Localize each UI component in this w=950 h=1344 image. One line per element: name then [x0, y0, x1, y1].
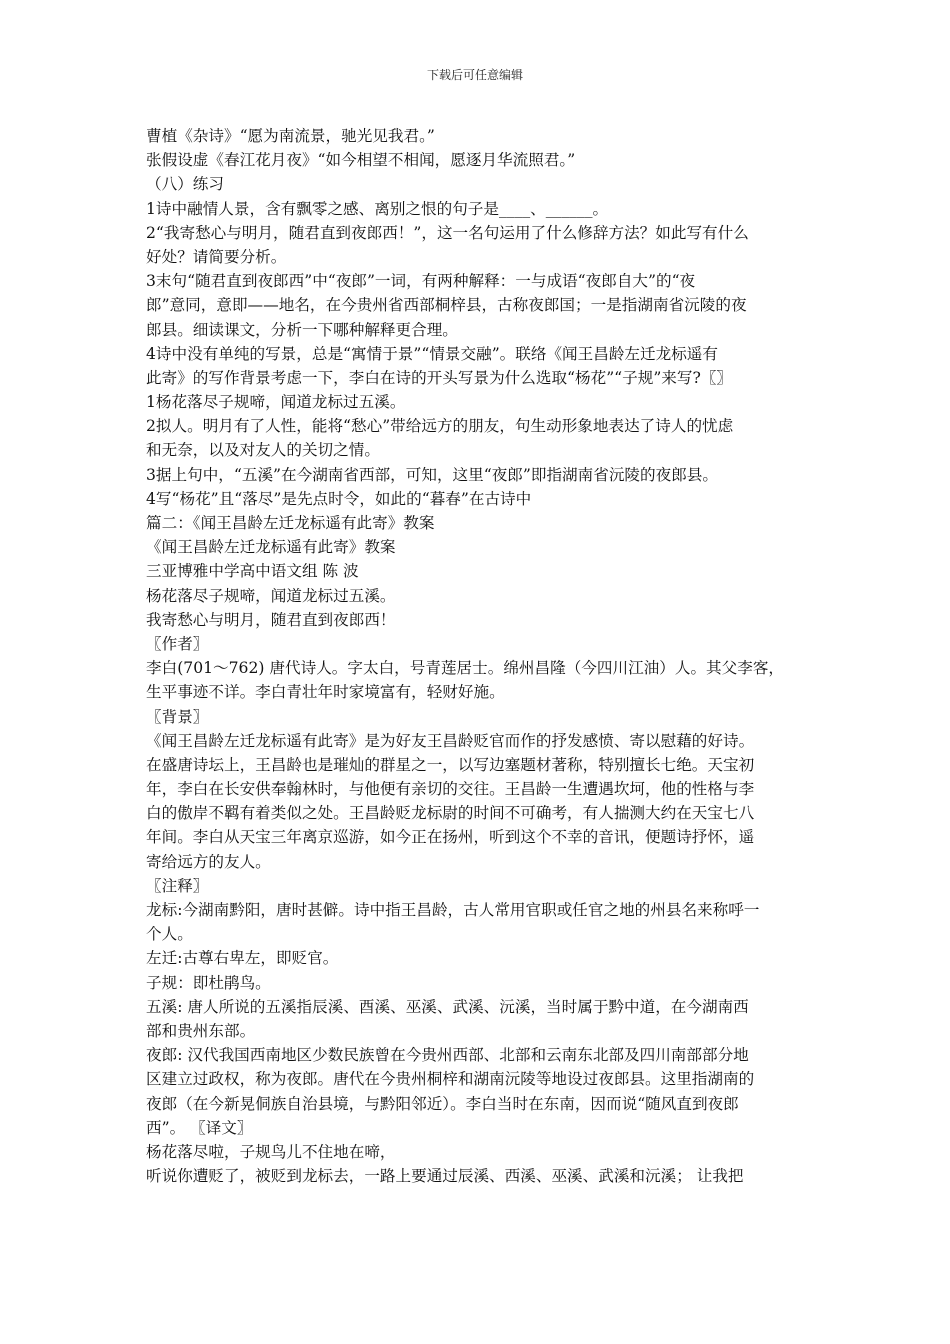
text-line: 3末句“随君直到夜郎西”中“夜郎”一词，有两种解释：一与成语“夜郎自大”的“夜: [146, 272, 696, 291]
text-line: 年间。李白从天宝三年离京巡游，如今正在扬州，听到这个不幸的音讯，便题诗抒怀，遥: [146, 828, 755, 847]
text-line: 〖作者〗: [146, 634, 209, 653]
text-line: 《闻王昌龄左迁龙标遥有此寄》教案: [146, 538, 396, 557]
text-line: 听说你遭贬了，被贬到龙标去，一路上要通过辰溪、西溪、巫溪、武溪和沅溪； 让我把: [146, 1167, 744, 1186]
text-line: 篇二：《闻王昌龄左迁龙标遥有此寄》教案: [146, 514, 435, 532]
page-header: 下载后可任意编辑: [426, 68, 523, 82]
text-line: 个人。: [146, 925, 193, 944]
text-line: 4写“杨花”且“落尽”是先点时令，如此的“暮春”在古诗中: [146, 489, 532, 508]
text-line: 子规：即杜鹃鸟。: [146, 973, 271, 992]
text-line: 1杨花落尽子规啼，闻道龙标过五溪。: [146, 393, 406, 412]
text-line: 寄给远方的友人。: [146, 852, 271, 871]
text-line: 2“我寄愁心与明月，随君直到夜郎西！”，这一名句运用了什么修辞方法？如此写有什么: [146, 223, 749, 242]
text-line: 夜郎（在今新晃侗族自治县境，与黔阳邻近）。李白当时在东南，因而说“随风直到夜郎: [146, 1094, 739, 1113]
text-line: 〖背景〗: [146, 707, 209, 726]
text-line: 区建立过政权，称为夜郎。唐代在今贵州桐梓和湖南沅陵等地设过夜郎县。这里指湖南的: [146, 1070, 755, 1089]
text-line: 杨花落尽啦，子规鸟儿不住地在啼，: [146, 1142, 396, 1161]
text-line: 白的傲岸不羁有着类似之处。王昌龄贬龙标尉的时间不可确考，有人揣测大约在天宝七八: [146, 804, 755, 823]
text-line: 生平事迹不详。李白青壮年时家境富有，轻财好施。: [146, 683, 505, 702]
text-line: 1诗中融情人景，含有飘零之感、离别之恨的句子是____、______。: [146, 199, 609, 218]
text-line: 左迁:古尊右卑左，即贬官。: [146, 949, 339, 968]
text-line: 好处？请简要分析。: [146, 247, 287, 266]
text-line: 此寄》的写作背景考虑一下，李白在诗的开头写景为什么选取“杨花”“子规”来写?〖〗: [146, 368, 733, 387]
text-line: 曹植《杂诗》“愿为南流景，驰光见我君。”: [146, 127, 435, 145]
text-line: 〖注释〗: [146, 876, 209, 895]
text-line: 龙标:今湖南黔阳，唐时甚僻。诗中指王昌龄，古人常用官职或任官之地的州县名来称呼一: [146, 901, 760, 919]
text-line: 西”。 〖译文〗: [146, 1118, 253, 1137]
text-line: 和无奈，以及对友人的关切之情。: [146, 441, 380, 460]
text-line: 郎”意同，意即——地名，在今贵州省西部桐梓县，古称夜郎国；一是指湖南省沅陵的夜: [146, 296, 747, 315]
text-line: 张假设虚《春江花月夜》“如今相望不相闻，愿逐月华流照君。”: [146, 151, 576, 170]
text-line: 郎县。细读课文，分析一下哪种解释更合理。: [146, 320, 458, 339]
text-line: 2拟人。明月有了人性，能将“愁心”带给远方的朋友，句生动形象地表达了诗人的忧虑: [146, 417, 734, 436]
document-body: [146, 124, 814, 1188]
text-line: 3据上句中，“五溪”在今湖南省西部，可知，这里“夜郎”即指湖南省沅陵的夜郎县。: [146, 465, 718, 484]
text-line: 李白(701～762) 唐代诗人。字太白，号青莲居士。绵州昌隆（今四川江油）人。其父李客，: [146, 659, 785, 678]
text-line: 夜郎: 汉代我国西南地区少数民族曾在今贵州西部、北部和云南东北部及四川南部部分地: [146, 1046, 749, 1065]
text-line: （八）练习: [146, 175, 224, 194]
text-line: 我寄愁心与明月，随君直到夜郎西！: [146, 610, 396, 629]
text-line: 4诗中没有单纯的写景，总是“寓情于景”“情景交融”。联络《闻王昌龄左迁龙标遥有: [146, 344, 718, 363]
text-line: 年，李白在长安供奉翰林时，与他便有亲切的交往。王昌龄一生遭遇坎坷，他的性格与李: [146, 780, 755, 799]
text-line: 部和贵州东部。: [146, 1021, 256, 1040]
text-line: 《闻王昌龄左迁龙标遥有此寄》是为好友王昌龄贬官而作的抒发感愤、寄以慰藉的好诗。: [146, 731, 755, 750]
text-line: 五溪: 唐人所说的五溪指辰溪、酉溪、巫溪、武溪、沅溪，当时属于黔中道，在今湖南西: [146, 997, 749, 1016]
text-line: 三亚博雅中学高中语文组 陈 波: [146, 562, 359, 581]
text-line: 杨花落尽子规啼，闻道龙标过五溪。: [146, 586, 396, 605]
text-line: 在盛唐诗坛上，王昌龄也是璀灿的群星之一，以写边塞题材著称，特别擅长七绝。天宝初: [146, 755, 755, 774]
